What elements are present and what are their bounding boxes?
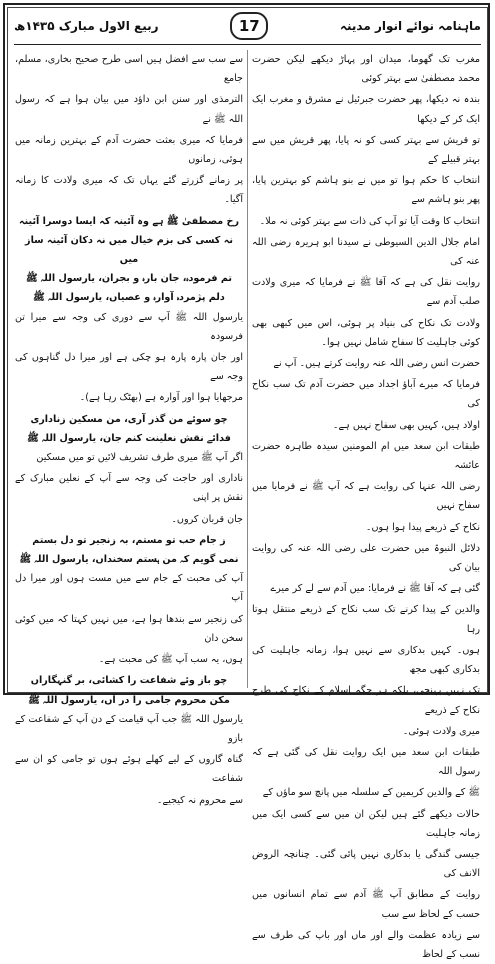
- text-line: حضرت انس رضی اللہ عنہ روایت کرتے ہیں۔ آپ نے: [273, 358, 480, 370]
- text-line: سے زیادہ عظمت والے اور ماں اور باپ کی طرف سے نسب کے لحاظ: [252, 929, 480, 960]
- text-line: فرمایا کہ میری بعثت حضرت آدم کے بہترین زمانہ میں ہوئی، زمانوں: [15, 134, 243, 166]
- text-line: ولادت تک نکاح کی بنیاد پر ہوئی، اس میں کبھی بھی کوئی جاہلیت کا سفاح شامل نہیں ہوا۔: [252, 317, 480, 348]
- text-line: یارسول اللہ ﷺ آپ سے دوری کی وجہ سے میرا تن فرسودہ: [15, 311, 243, 342]
- text-line: اگر آپ ﷺ میری طرف تشریف لائیں تو میں مسکین: [36, 452, 243, 464]
- text-line: مغرب تک گھوما، میدان اور پہاڑ دیکھے لیکن حضرت محمد مصطفیٰ سے بہتر کوئی: [252, 54, 480, 85]
- text-line: ہوں۔ کہیں بدکاری سے نہیں ہوا، زمانہ جاہلیت کی بدکاری کبھی مجھ: [252, 644, 480, 676]
- text-line: گئی ہے کہ آقا ﷺ نے فرمایا: میں آدم سے لے کر میرے: [270, 583, 480, 595]
- text-line: طبقات ابن سعد میں ایک روایت نقل کی گئی ہے کہ رسول اللہ: [252, 746, 480, 778]
- verse-line: تم فرمودہ، جان بارہ و بجران، یارسول اللہ ﷺ: [25, 273, 233, 285]
- text-line: میری ولادت ہوئی۔: [402, 725, 480, 737]
- text-line: والدین کے پیدا کرنے تک سب نکاح کے ذریعے منتقل ہوتا رہا: [252, 604, 480, 635]
- verse-line: ز جام حب تو مستم، بہ زنجیر تو دل بستم: [32, 534, 226, 546]
- verse-line: چو سوئے من گذر آری، من مسکین زناداری: [30, 413, 228, 425]
- verse-line: مکن محروم جامی را در آں، یارسول اللہ ﷺ: [28, 694, 230, 706]
- left-column: [15, 50, 243, 806]
- text-line: امام جلال الدین السیوطی نے سیدنا ابو ہریرہ رضی اللہ عنہ کی: [252, 236, 480, 268]
- verse-line: رخ مصطفیٰ ﷺ ہے وہ آئینہ کہ ایسا دوسرا آئینہ: [19, 215, 239, 227]
- text-line: تک نہیں پہنچی، بلکہ ہر جگہ اسلام کے نکاح کی طرح نکاح کے ذریعے: [252, 685, 480, 716]
- text-line: بندہ نہ دیکھا، پھر حضرت جبرئیل نے مشرق و مغرب ایک ایک کر کے دیکھا: [252, 94, 480, 125]
- text-line: سے سب سے افضل ہیں اسی طرح صحیح بخاری، مسلم، جامع: [15, 54, 243, 85]
- text-line: گناہ گاروں کے لیے کھلے ہوئے ہوں تو جامی کو ان سے شفاعت: [15, 754, 243, 785]
- text-line: حالات دیکھے گئے ہیں لیکن ان میں سے کسی ایک میں زمانہ جاہلیت: [252, 808, 480, 839]
- text-line: اولاد ہیں، کہیں بھی سفاح نہیں ہے۔: [332, 419, 480, 431]
- text-line: انتخاب کا حکم ہوا تو میں نے بنو ہاشم کو بہترین پایا، پھر بنو ہاشم سے: [252, 175, 480, 206]
- text-line: رضی اللہ عنہا کی روایت ہے کہ آپ ﷺ نے فرمایا میں سفاح نہیں: [252, 481, 480, 512]
- text-line: مرجھایا ہوا اور آوارہ ہے (بھٹک رہا ہے)۔: [79, 392, 243, 404]
- verse-line: فدائے نقش نعلینت کنم جان، یارسول اللہ ﷺ: [27, 432, 231, 444]
- magazine-title: ماہنامہ نوائے انوار مدینہ: [339, 19, 481, 33]
- text-line: اور جان پارہ پارہ ہو چکی ہے اور میرا دل گناہوں کی وجہ سے: [15, 352, 243, 383]
- page-number: 17: [230, 12, 268, 40]
- text-line: ہوں، یہ سب آپ ﷺ کی محبت ہے۔: [98, 654, 243, 666]
- text-line: انتخاب کا وقت آیا تو آپ کی ذات سے بہتر کوئی نہ ملا۔: [259, 215, 480, 227]
- text-line: روایت نقل کی ہے کہ آقا ﷺ نے فرمایا کہ میری ولادت صلب آدم سے: [252, 277, 480, 308]
- text-line: دلائل النبوۃ میں حضرت علی رضی اللہ عنہ کی روایت بیان کی: [252, 542, 480, 574]
- text-line: آپ کی محبت کے جام سے میں مست ہوں اور میرا دل آپ: [15, 573, 243, 604]
- header-divider: [14, 44, 481, 45]
- text-line: ﷺ کے والدین کریمین کے سلسلہ میں پانچ سو ماؤں کے: [262, 787, 480, 799]
- text-line: سے محروم نہ کیجیے۔: [156, 794, 243, 806]
- text-line: کی زنجیر سے بندھا ہوا ہے، میں نہیں کہتا کہ میں کوئی سخن دان: [15, 613, 243, 644]
- text-line: روایت کے مطابق آپ ﷺ آدم سے تمام انسانوں میں حسب کے لحاظ سے سب: [252, 889, 480, 920]
- page-header: [14, 10, 481, 42]
- verse-line: نہ کسی کی بزم خیال میں نہ دکان آئینہ ساز میں: [25, 234, 233, 266]
- text-line: پر زمانے گزرتے گئے یہاں تک کہ میری ولادت کا زمانہ آگیا۔: [15, 175, 243, 206]
- text-line: ناداری اور حاجت کی وجہ سے آپ کے نعلین مبارک کے نقش پر اپنی: [15, 473, 243, 504]
- text-line: طبقات ابن سعد میں ام المومنین سیدہ طاہرہ حضرت عائشہ: [252, 440, 480, 472]
- column-divider: [247, 50, 248, 688]
- verse-line: نمی گویم کہ من ہستم سخنداں، یارسول اللہ ﷺ: [19, 554, 239, 566]
- right-column: [252, 50, 480, 960]
- text-line: جان قربان کروں۔: [171, 513, 243, 525]
- issue-date: ربیع الاول مبارک ۱۴۳۵ھ: [14, 19, 159, 33]
- text-line: جیسی گندگی یا بدکاری نہیں پائی گئی۔ چنانچہ الروض الانف کی: [252, 848, 480, 880]
- verse-line: دلم پژمردہ آوارہ و عصیاں، یارسول اللہ ﷺ: [33, 292, 225, 304]
- text-line: نکاح کے ذریعے پیدا ہوا ہوں۔: [365, 521, 480, 533]
- text-line: الترمذی اور سنن ابن داؤد میں بیان ہوا ہے کہ رسول اللہ ﷺ نے: [15, 94, 243, 125]
- verse-line: چو باز وئے شفاعت را کشائی، بر گنہگاراں: [30, 675, 228, 687]
- text-line: یارسول اللہ ﷺ جب آپ قیامت کے دن آپ کے شفاعت کے بازو: [15, 713, 243, 744]
- text-line: فرمایا کہ میرے آباؤ اجداد میں حضرت آدم تک سب نکاح کی: [252, 379, 480, 410]
- text-line: تو قریش سے بہتر کسی کو نہ پایا، پھر قریش میں سے بہتر قبیلے کے: [252, 134, 480, 166]
